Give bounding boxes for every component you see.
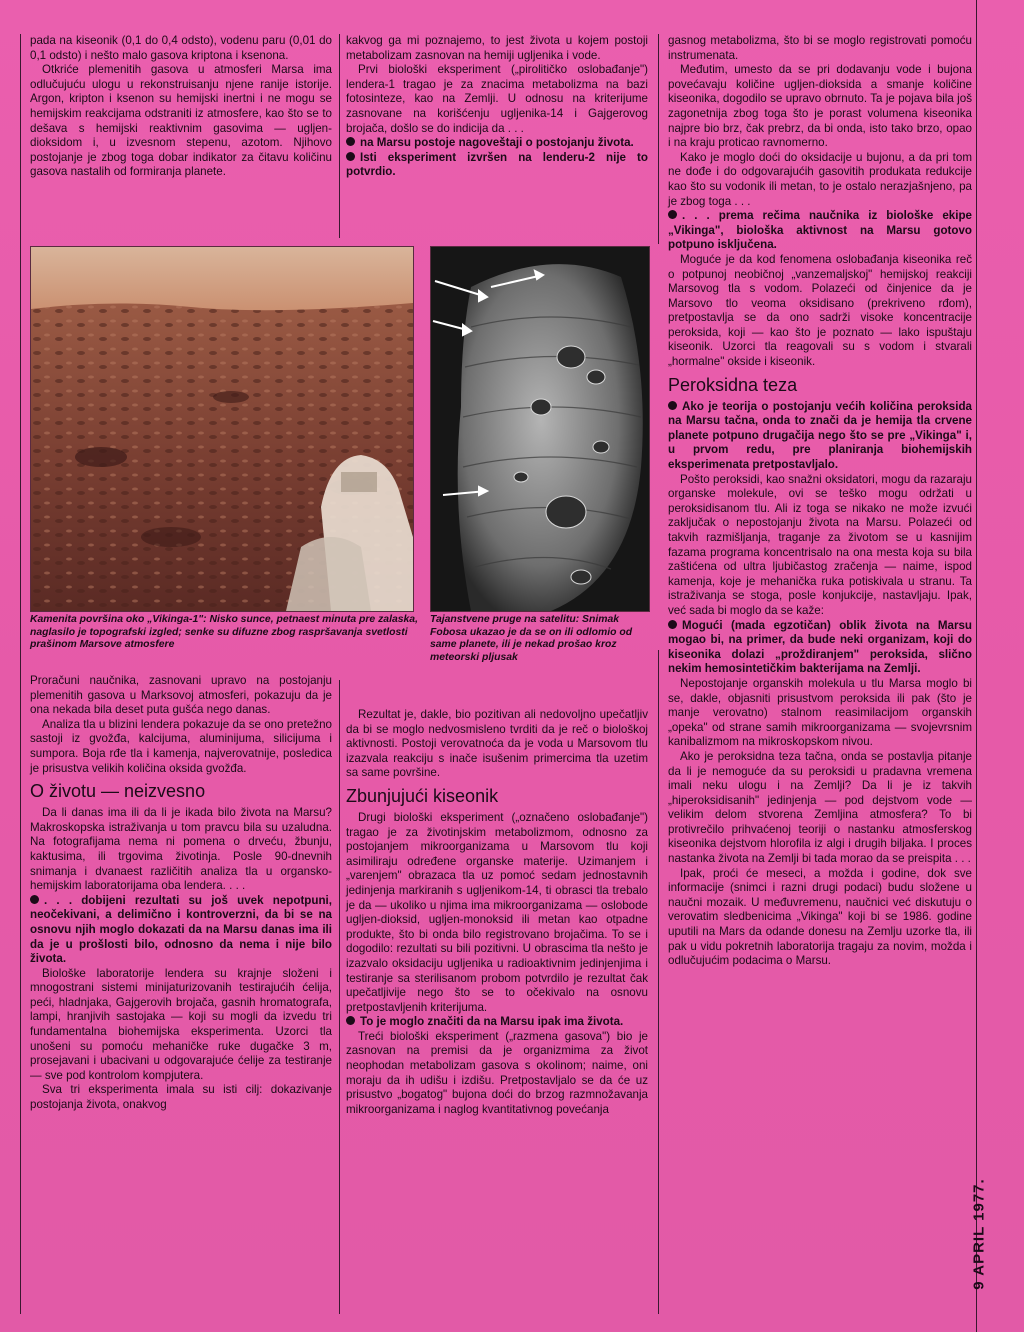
bullet-paragraph: na Marsu postoje nagoveštaji o postojanju života. <box>346 136 648 151</box>
column-1-top <box>30 34 332 180</box>
paragraph: Kako je moglo doći do oksidacije u bujonu, a da pri tom ne dođe i do odgovarajućih gasovitih produkata redukcije kao što su vodonik ili metan, to je ostalo nerazjašnjeno, pa je zbog toga . . . <box>668 150 972 208</box>
bullet-icon <box>346 1016 355 1025</box>
paragraph: kakvog ga mi poznajemo, to jest života u kojem postoji metabolizam zasnovan na hemiji ugljenika i vode. <box>346 34 648 62</box>
column-rule <box>976 0 977 1332</box>
paragraph: Drugi biološki eksperiment („označeno oslobađanje") tragao je za životinjskim metabolizmom, odnosno za postojanjem mikroorganizama u Marsovom tlu koji asimiliraju određene organske materije. Uzimanjem i „varenjem" obrazaca tla uz pomoć sedam jednostavnih jedinjenja markiranih s ugljenikom-14, ti obrasci tla trebalo je da — ukoliko u njima ima mikroorganizama — oslobode ugljen-dioksid, ugljen-monoksid ili metan kao otpadne produkte, što bi onda bilo registrovano brojačima. To se i dogodilo: rezultati su bili pozitivni. U obrascima tla nešto je izazvalo oksidaciju ugljenika u radioaktivnim jedinjenjima i testiranje sa sterilisanom probom potvrdilo je rezultat čak upečatljivije nego što se to očekivalo na osnovu pretpostavljenih kriterijuma. <box>346 810 648 1014</box>
mars-surface-image <box>31 247 413 611</box>
paragraph: gasnog metabolizma, što bi se moglo registrovati pomoću instrumenata. <box>668 34 972 62</box>
bullet-icon <box>668 620 677 629</box>
paragraph: pada na kiseonik (0,1 do 0,4 odsto), vodenu paru (0,01 do 0,1 odsto) i nešto malo gasova kriptona i ksenona. <box>30 34 332 62</box>
bullet-paragraph: . . . dobijeni rezultati su još uvek nepotpuni, neočekivani, a delimično i kontroverzni, da bi se na osnovu njih moglo dokazati da na Marsu danas ima ili da je u prošlosti bilo, odnosno da nema i nije bilo života. <box>30 893 332 966</box>
paragraph: Moguće je da kod fenomena oslobađanja kiseonika reč o potpunoj neobičnoj „vanzemaljskoj" hemijskoj reakciji Marsovog tla s vodom. Polazeći od činjenice da je Marsovo tlo veoma oksidisano (prekriveno rđom), pretpostavlja se da ono sadrži visoke koncentracije peroksida, koji — kao što je poznato — lako ispuštaju kiseonik. Uzorci tla reagovali su s vodom i stvarali „hormalne" okside i kiseonik. <box>668 252 972 369</box>
paragraph: Da li danas ima ili da li je ikada bilo života na Marsu? Makroskopska istraživanja u tom pravcu bila su uzaludna. Na fotografijama nema ni pomena o drveću, žbunju, kaktusima, ili trgovima životinja. Posle 90-dnevnih snimanja i dvanaest različitih analiza tla u organsko-hemijskim laboratorijama oba lendera. . . . <box>30 806 332 893</box>
paragraph: Otkriće plemenitih gasova u atmosferi Marsa ima odlučujuću ulogu u rekonstruisanju njene ranije istorije. Argon, kripton i ksenon su hemijski inertni i ne mogu se hemijskim reakcijama odstraniti iz atmosfere, kao što se to dešava s hemijski reaktivnim gasovima — ugljen-dioksidom i, u izvesnom stepenu, azotom. Njihovo postojanje je zbog toga dobar indikator za čitavu količinu gasova nastalih od formiranja planete. <box>30 63 332 179</box>
column-rule <box>658 650 659 1314</box>
bullet-icon <box>346 137 355 146</box>
paragraph: Međutim, umesto da se pri dodavanju vode i bujona povećavaju količine ugljen-dioksida a smanje količine kiseonika, dogodilo se upravo obrnuto. Ta je pojava bila još zagonetnija zbog toga što je porast volumena kiseonika najpre bio brz, čak prebrz, da bi onda, isto tako brzo, opao i na kraju proticao ravnomerno. <box>668 63 972 150</box>
section-heading: O životu — neizvesno <box>30 781 206 802</box>
phobos-photo <box>430 246 650 612</box>
bullet-icon <box>668 401 677 410</box>
paragraph: Rezultat je, dakle, bio pozitivan ali nedovoljno upečatljiv da bi se moglo nedvosmisleno tvrditi da je reč o biološkoj aktivnosti. Postoji verovatnoća da je voda u Marsovom tlu izazvala reakciju s inače isušenim primercima tla uzetim sa same površine. <box>346 708 648 780</box>
photo-1-caption: Kamenita površina oko „Vikinga-1": Nisko sunce, petnaest minuta pre zalaska, naglasilo je topografski izgled; senke su difuzne zbog raspršavanja svetlosti prašinom Marsove atmosfere <box>30 614 418 651</box>
bullet-icon <box>30 895 39 904</box>
section-heading: Peroksidna teza <box>668 374 798 395</box>
column-2-top <box>346 34 648 180</box>
photo-2-caption: Tajanstvene pruge na satelitu: Snimak Fobosa ukazao je da se on ili odlomio od same planete, ili je nekad prošao kroz meteorski pljusak <box>430 614 633 663</box>
bullet-paragraph: . . . prema rečima naučnika iz biološke ekipe „Vikinga", biološka aktivnost na Marsu gotovo potpuno isključena. <box>668 209 972 252</box>
paragraph: Ako je peroksidna teza tačna, onda se postavlja pitanje da li je nemoguće da su peroksidi u pradavna vremena imali neku ulogu i na Zemlji? Da li je iz takvih „hiperoksidisanih" jedinjenja — pod dejstvom vode — velikim delom stvorena Zemljina atmosfera? To bi protivrečilo prihvaćenoj teoriji o nastanku atmosferskog kiseonika dejstvom hlorofila iz algi i drugih biljaka. I proces nastanka života na Zemlji bi tada morao da se preispita . . . <box>668 749 972 866</box>
folio-text: 9 APRIL 1977. <box>970 1178 988 1290</box>
column-rule <box>20 34 21 1314</box>
bullet-paragraph: Mogući (mada egzotičan) oblik života na Marsu mogao bi, na primer, da bude neki organizam, koji do kiseonika dolazi „proždiranjem" peroksida, slično nekim hemosintetičkim bakterijama na Zemlji. <box>668 618 972 676</box>
paragraph: Proračuni naučnika, zasnovani upravo na postojanju plemenitih gasova u Marksovoj atmosferi, pokazuju da je ona nekada bila deset puta gušća nego danas. <box>30 674 332 717</box>
bullet-paragraph: To je moglo značiti da na Marsu ipak ima života. <box>346 1015 648 1030</box>
column-1-bottom <box>30 674 332 1113</box>
column-2-bottom <box>346 708 648 1117</box>
paragraph: Treći biološki eksperiment („razmena gasova") bio je zasnovan na premisi da je organizmima za život neophodan metabolizam gasova s okolinom; naime, oni moraju da ih udišu i izdišu. Pretpostavljalo se da će uz prisustvo „bogatog" bujona doći do brzog razmnožavanja mikroorganizama i naglog kvantitativnog povećanja <box>346 1029 648 1116</box>
paragraph: Sva tri eksperimenta imala su isti cilj: dokazivanje postojanja života, onakvog <box>30 1083 332 1112</box>
paragraph: Analiza tla u blizini lendera pokazuje da se ono pretežno sastoji iz gvožđa, kalcijuma, aluminijuma, silicijuma i sumpora. Boja rđe tla i kamenja, najverovatnije, posledica je prisustva velikih količina oksida gvožđa. <box>30 717 332 775</box>
bullet-icon <box>346 152 355 161</box>
column-rule <box>339 680 340 1314</box>
column-rule <box>339 34 340 238</box>
page-folio <box>964 1154 994 1314</box>
paragraph: Ipak, proći će meseci, a možda i godine, dok sve informacije (snimci i razni drugi podaci) budu složene u naučni mozaik. U međuvremenu, naučnici već diskutuju o verovatim sledbenicima „Vikinga" koji bi se 1986. godine uputili na Mars da odande donesu na Zemlju uzorke tla, ili pak u vidu pokretnih laboratorija tragaju za novim, možda i odlučujućim podacima o Marsu. <box>668 866 972 968</box>
paragraph: Prvi biološki eksperiment („pirolitičko oslobađanje") lendera-1 tragao je za znacima metabolizma na bazi fotosinteze, kao na Zemlji. U odnosu na kriterijume zasnovane na korišćenju ugljenika-14 i Gajgerovog brojača, došlo se do indicija da . . . <box>346 63 648 135</box>
phobos-image <box>431 247 649 611</box>
paragraph: Nepostojanje organskih molekula u tlu Marsa moglo bi se, dakle, objasniti prisustvom peroksida ili pak (što je manje verovatno) stalnom reasimilacijom organskih „opeka" od strane samih mikroorganizama — svojevrsnim kanibalizmom na mikroskopskom nivou. <box>668 676 972 749</box>
bullet-icon <box>668 210 677 219</box>
section-heading: Zbunjujući kiseonik <box>346 785 499 806</box>
paragraph: Biološke laboratorije lendera su krajnje složeni i mnogostrani sistemi minijaturizovanih testirajućih ćelija, peći, hladnjaka, Gajgerovih brojača, gasnih hromatografa, lampi, hranjivih sastojaka — koji su mogli da izvedu tri fundamentalna biohemijska eksperimenta. Uzorci tla unošeni su pomoću mehaničke ruke dugačke 3 m, prosejavani i ubacivani u odgovarajuće ćelije za testiranje — sve pod kontrolom kompjutera. <box>30 966 332 1082</box>
column-3-top <box>668 34 972 969</box>
mars-surface-photo <box>30 246 414 612</box>
bullet-paragraph: Isti eksperiment izvršen na lenderu-2 nije to potvrdio. <box>346 150 648 179</box>
paragraph: Pošto peroksidi, kao snažni oksidatori, mogu da razaraju organske molekule, ovi se teško mogu održati u peroksidisanom tlu. Ali iz toga se nikako ne može izvući zaključak o nepostojanju života na Marsu. Polazeći od takvih razmišljanja, traganje za životom se u kasnijim fazama programa koncentrisalo na ona mesta koja su bila zaštićena od ultra ljubičastog zračenja — naime, ispod kamenja, koje je mehanička ruka potiskivala u stranu. Ta istraživanja se stoga, posle konjukcije, nastavljaju. Ipak, već sada bi moglo da se kaže: <box>668 472 972 617</box>
bullet-paragraph: Ako je teorija o postojanju većih količina peroksida na Marsu tačna, onda to znači da je hemija tla crvene planete potpuno drugačija nego što se pre „Vikinga" i, u prvom redu, pre planiranja biohemijskih eksperimenata pretpostavljalo. <box>668 399 972 472</box>
column-rule <box>658 34 659 244</box>
